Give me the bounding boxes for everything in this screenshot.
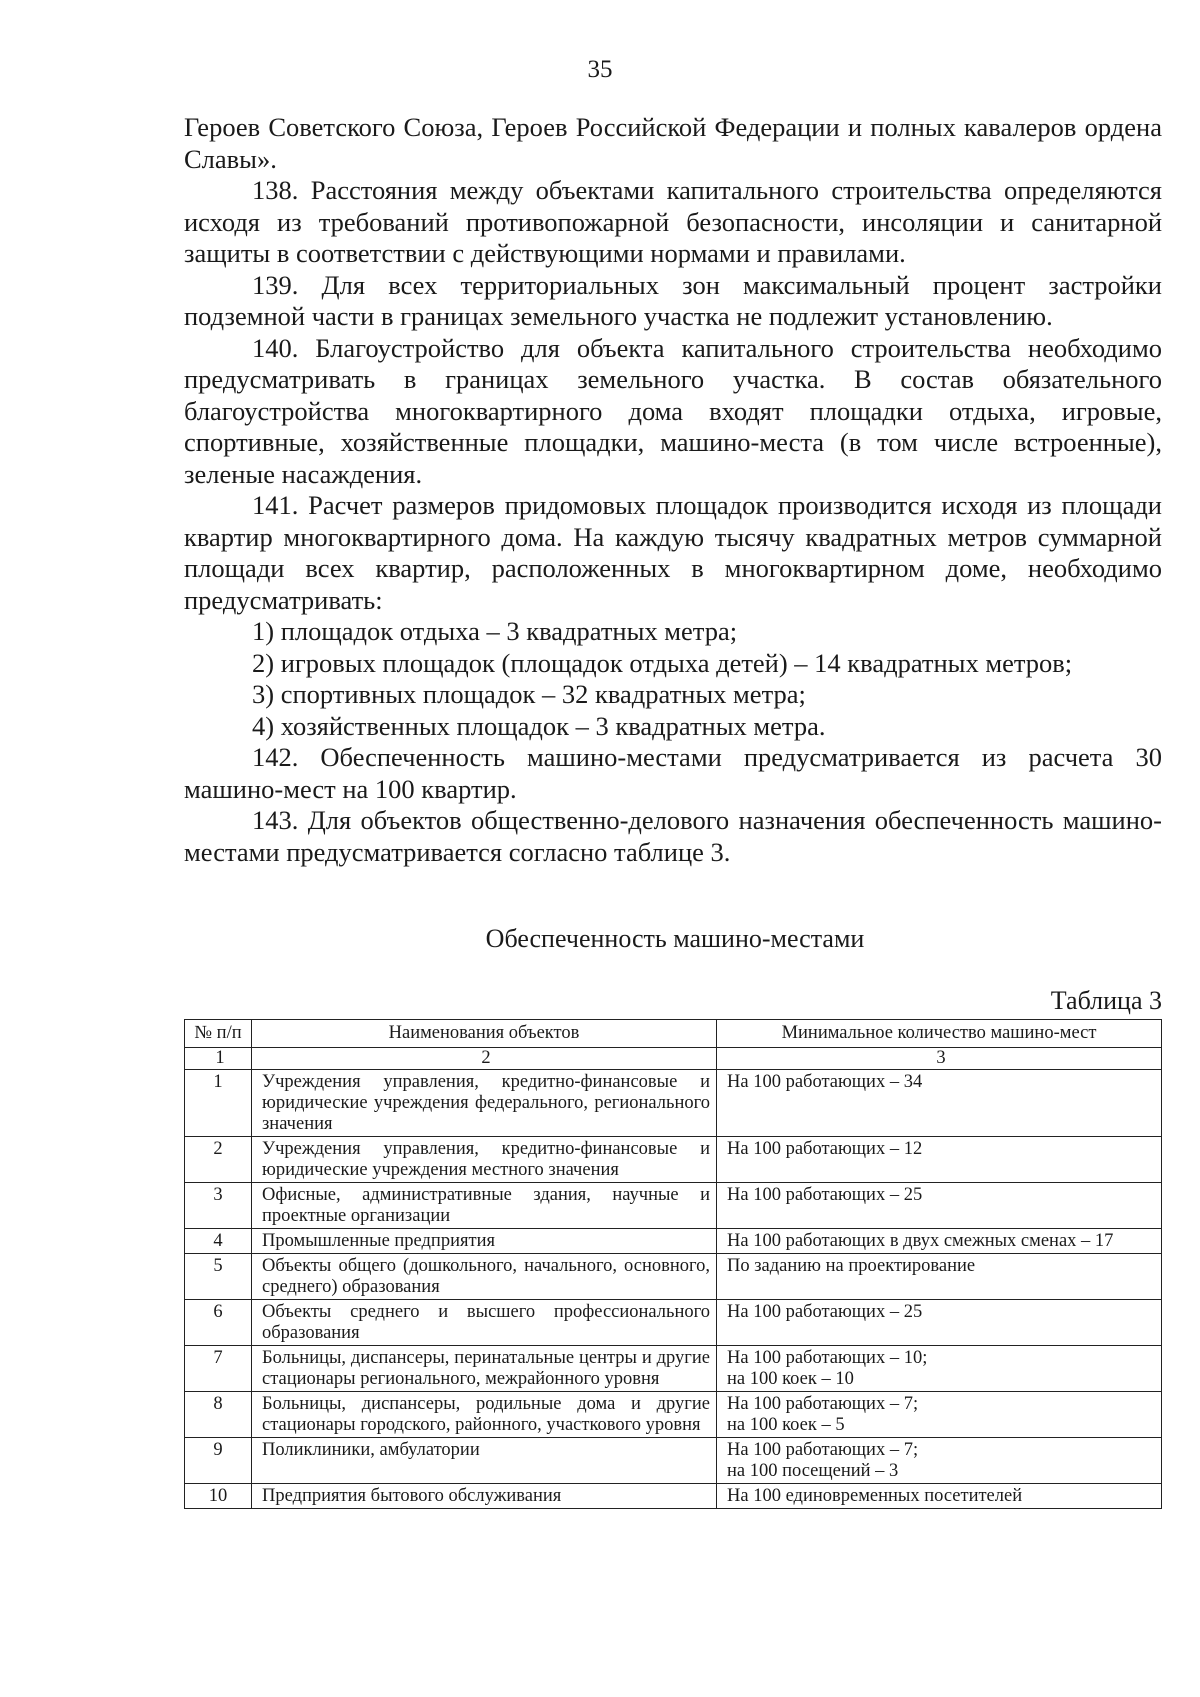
paragraph: 143. Для объектов общественно-делового назначения обеспеченность машино-местами предусматривается согласно таблице 3.	[184, 805, 1162, 867]
row-number: 9	[185, 1438, 252, 1484]
column-number: 1	[185, 1048, 252, 1070]
parking-requirement	[717, 1183, 1162, 1229]
object-name: Объекты общего (дошкольного, начального, основного, среднего) образования	[252, 1254, 717, 1300]
paragraph: 142. Обеспеченность машино-местами предусматривается из расчета 30 машино-мест на 100 квартир.	[184, 742, 1162, 804]
parking-requirement	[717, 1484, 1162, 1509]
table-row	[185, 1392, 1162, 1438]
table-row	[185, 1346, 1162, 1392]
column-number: 3	[717, 1048, 1162, 1070]
requirement-line: на 100 посещений – 3	[727, 1461, 899, 1481]
row-number: 10	[185, 1484, 252, 1509]
requirement-line: На 100 работающих – 7;	[727, 1394, 919, 1414]
requirement-line: На 100 работающих – 25	[727, 1185, 923, 1205]
list-item: 4) хозяйственных площадок – 3 квадратных метра.	[252, 710, 826, 741]
table-row	[185, 1438, 1162, 1484]
parking-requirement	[717, 1300, 1162, 1346]
table-row	[185, 1183, 1162, 1229]
object-name: Учреждения управления, кредитно-финансовые и юридические учреждения федерального, регионального значения	[252, 1070, 717, 1137]
paragraph: 140. Благоустройство для объекта капитального строительства необходимо предусматривать в границах земельного участка. В состав обязательного благоустройства многоквартирного дома входят площадки отдыха, игровые, спортивные, хозяйственные площадки, машино-места (в том числе встроенные), зеленые насаждения.	[184, 332, 1162, 489]
page-number: 35	[587, 56, 613, 83]
list-item: 3) спортивных площадок – 32 квадратных метра;	[252, 679, 806, 709]
row-number: 7	[185, 1346, 252, 1392]
header-name: Наименования объектов	[252, 1020, 717, 1048]
parking-requirement	[717, 1438, 1162, 1484]
object-name: Больницы, диспансеры, перинатальные центры и другие стационары регионального, межрайонного уровня	[252, 1346, 717, 1392]
row-number: 1	[185, 1070, 252, 1137]
requirement-line: На 100 работающих – 10;	[727, 1348, 928, 1368]
parking-requirement	[717, 1346, 1162, 1392]
row-number: 3	[185, 1183, 252, 1229]
list-item: 2) игровых площадок (площадок отдыха детей) – 14 квадратных метров;	[252, 647, 1073, 678]
table-row	[185, 1070, 1162, 1137]
object-name: Офисные, административные здания, научные и проектные организации	[252, 1183, 717, 1229]
table-row	[185, 1254, 1162, 1300]
table-row	[185, 1137, 1162, 1183]
paragraph: 139. Для всех территориальных зон максимальный процент застройки подземной части в границах земельного участка не подлежит установлению.	[184, 269, 1162, 331]
parking-requirement	[717, 1229, 1162, 1254]
table-row	[185, 1300, 1162, 1346]
requirement-line: По заданию на проектирование	[727, 1256, 976, 1276]
parking-requirement	[717, 1070, 1162, 1137]
table-header-row	[185, 1020, 1162, 1048]
object-name: Поликлиники, амбулатории	[252, 1438, 717, 1484]
requirement-line: На 100 единовременных посетителей	[727, 1486, 1023, 1506]
requirement-line: На 100 работающих – 34	[727, 1072, 923, 1092]
row-number: 4	[185, 1229, 252, 1254]
header-num: № п/п	[185, 1020, 252, 1048]
header-value: Минимальное количество машино-мест	[717, 1020, 1162, 1048]
requirement-line: На 100 работающих – 7;	[727, 1440, 919, 1460]
paragraph: 141. Расчет размеров придомовых площадок производится исходя из площади квартир многоквартирного дома. На каждую тысячу квадратных метров суммарной площади всех квартир, расположенных в многоквартирном доме, необходимо предусматривать:	[184, 490, 1162, 615]
parking-requirement	[717, 1254, 1162, 1300]
row-number: 6	[185, 1300, 252, 1346]
parking-table	[184, 1019, 1162, 1509]
parking-requirement	[717, 1137, 1162, 1183]
parking-requirement	[717, 1392, 1162, 1438]
paragraph: Героев Советского Союза, Героев Российской Федерации и полных кавалеров ордена Славы».	[184, 112, 1162, 174]
table-row	[185, 1229, 1162, 1254]
object-name: Промышленные предприятия	[252, 1229, 717, 1254]
object-name: Учреждения управления, кредитно-финансовые и юридические учреждения местного значения	[252, 1137, 717, 1183]
list-item: 1) площадок отдыха – 3 квадратных метра;	[252, 616, 738, 646]
column-numbers-row	[185, 1048, 1162, 1070]
object-name: Объекты среднего и высшего профессионального образования	[252, 1300, 717, 1346]
column-number: 2	[252, 1048, 717, 1070]
requirement-line: на 100 коек – 5	[727, 1415, 845, 1435]
requirement-line: На 100 работающих – 25	[727, 1302, 923, 1322]
paragraph: 138. Расстояния между объектами капитального строительства определяются исходя из требований противопожарной безопасности, инсоляции и санитарной защиты в соответствии с действующими нормами и правилами.	[184, 175, 1162, 268]
requirement-line: На 100 работающих – 12	[727, 1139, 923, 1159]
table-row	[185, 1484, 1162, 1509]
row-number: 2	[185, 1137, 252, 1183]
object-name: Больницы, диспансеры, родильные дома и другие стационары городского, районного, участкового уровня	[252, 1392, 717, 1438]
table-label: Таблица 3	[1050, 986, 1162, 1015]
requirement-line: На 100 работающих в двух смежных сменах – 17	[727, 1231, 1114, 1251]
body-text	[184, 112, 1162, 868]
row-number: 5	[185, 1254, 252, 1300]
requirement-line: на 100 коек – 10	[727, 1369, 854, 1389]
table-title: Обеспеченность машино-местами	[485, 924, 865, 953]
row-number: 8	[185, 1392, 252, 1438]
object-name: Предприятия бытового обслуживания	[252, 1484, 717, 1509]
